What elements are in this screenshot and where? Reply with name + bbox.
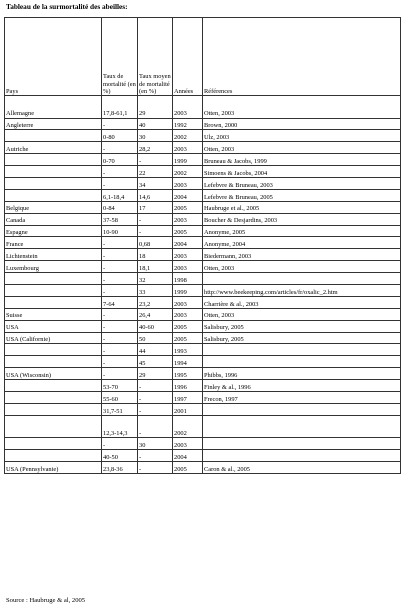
cell-taux: - xyxy=(102,438,138,450)
table-row xyxy=(5,189,401,201)
cell-annee: 2003 xyxy=(173,177,203,189)
cell-reference: http://www.beekeeping.com/articles/fr/oxalic_2.htm xyxy=(203,284,401,296)
header-taux-moyen: Taux moyen de mortalité (en %) xyxy=(138,18,173,96)
cell-taux: 17,8-61,1 xyxy=(102,96,138,119)
cell-taux-moyen: 0,68 xyxy=(138,237,173,249)
cell-reference: Finley & al., 1996 xyxy=(203,380,401,392)
cell-taux: 10-90 xyxy=(102,225,138,237)
table-row xyxy=(5,320,401,332)
cell-taux-moyen: - xyxy=(138,154,173,166)
cell-taux-moyen: 26,4 xyxy=(138,308,173,320)
cell-reference xyxy=(203,356,401,368)
cell-reference: Otten, 2003 xyxy=(203,308,401,320)
cell-pays: Angleterre xyxy=(5,118,102,130)
cell-pays: Belgique xyxy=(5,201,102,213)
header-references: Références xyxy=(203,18,401,96)
cell-taux-moyen: 30 xyxy=(138,438,173,450)
cell-taux-moyen: 28,2 xyxy=(138,142,173,154)
cell-taux-moyen: 14,6 xyxy=(138,189,173,201)
cell-annee: 1993 xyxy=(173,344,203,356)
table-row xyxy=(5,118,401,130)
cell-taux-moyen: - xyxy=(138,462,173,474)
cell-annee: 2003 xyxy=(173,142,203,154)
table-row xyxy=(5,462,401,474)
cell-taux: - xyxy=(102,118,138,130)
cell-reference: Biedermann, 2003 xyxy=(203,249,401,261)
cell-taux-moyen: - xyxy=(138,380,173,392)
cell-taux: - xyxy=(102,249,138,261)
cell-annee: 2004 xyxy=(173,237,203,249)
table-row xyxy=(5,308,401,320)
cell-taux-moyen: 18,1 xyxy=(138,261,173,273)
cell-pays xyxy=(5,380,102,392)
cell-reference: Lefebvre & Bruneau, 2003 xyxy=(203,177,401,189)
cell-taux-moyen: - xyxy=(138,450,173,462)
cell-annee: 2005 xyxy=(173,320,203,332)
cell-annee: 2003 xyxy=(173,438,203,450)
table-row xyxy=(5,177,401,189)
cell-reference: Anonyme, 2004 xyxy=(203,237,401,249)
table-header-row xyxy=(5,18,401,96)
cell-reference: Otten, 2003 xyxy=(203,261,401,273)
cell-annee: 2003 xyxy=(173,308,203,320)
cell-taux: - xyxy=(102,284,138,296)
mortality-table xyxy=(4,17,401,474)
cell-reference xyxy=(203,344,401,356)
table-row xyxy=(5,213,401,225)
cell-annee: 1996 xyxy=(173,380,203,392)
cell-taux: - xyxy=(102,166,138,178)
cell-taux: - xyxy=(102,308,138,320)
table-row xyxy=(5,296,401,308)
page-title: Tableau de la surmortalité des abeilles: xyxy=(6,2,128,11)
cell-taux-moyen: 17 xyxy=(138,201,173,213)
cell-reference xyxy=(203,450,401,462)
table-row xyxy=(5,332,401,344)
cell-reference: Caron & al., 2005 xyxy=(203,462,401,474)
cell-taux: 12,3-14,3 xyxy=(102,415,138,438)
cell-taux: - xyxy=(102,237,138,249)
cell-taux-moyen: 50 xyxy=(138,332,173,344)
cell-taux-moyen: 44 xyxy=(138,344,173,356)
table-row xyxy=(5,96,401,119)
cell-reference: Frecon, 1997 xyxy=(203,391,401,403)
cell-taux: 7-64 xyxy=(102,296,138,308)
cell-taux: 37-58 xyxy=(102,213,138,225)
cell-reference: Phibbs, 1996 xyxy=(203,368,401,380)
table-row xyxy=(5,225,401,237)
cell-taux: - xyxy=(102,261,138,273)
cell-annee: 2003 xyxy=(173,296,203,308)
cell-reference xyxy=(203,403,401,415)
cell-pays: Canada xyxy=(5,213,102,225)
table-row xyxy=(5,237,401,249)
table-row xyxy=(5,273,401,285)
cell-taux: - xyxy=(102,177,138,189)
cell-pays: USA (Wisconsin) xyxy=(5,368,102,380)
cell-pays xyxy=(5,415,102,438)
cell-reference: Ulz, 2003 xyxy=(203,130,401,142)
cell-pays: Suisse xyxy=(5,308,102,320)
header-annees: Années xyxy=(173,18,203,96)
table-row xyxy=(5,142,401,154)
cell-pays xyxy=(5,273,102,285)
cell-taux-moyen: - xyxy=(138,403,173,415)
cell-taux: 23,8-36 xyxy=(102,462,138,474)
cell-taux: - xyxy=(102,368,138,380)
table-row xyxy=(5,284,401,296)
cell-reference: Haubruge et al., 2005 xyxy=(203,201,401,213)
cell-taux: 0-84 xyxy=(102,201,138,213)
cell-annee: 2002 xyxy=(173,166,203,178)
cell-taux: 55-60 xyxy=(102,391,138,403)
cell-taux-moyen: 45 xyxy=(138,356,173,368)
table-row xyxy=(5,130,401,142)
cell-reference: Otten, 2003 xyxy=(203,142,401,154)
cell-taux-moyen: 34 xyxy=(138,177,173,189)
cell-taux: - xyxy=(102,142,138,154)
cell-taux: 40-50 xyxy=(102,450,138,462)
cell-annee: 2002 xyxy=(173,415,203,438)
cell-reference: Anonyme, 2005 xyxy=(203,225,401,237)
cell-annee: 2003 xyxy=(173,249,203,261)
cell-annee: 2003 xyxy=(173,213,203,225)
cell-taux: - xyxy=(102,320,138,332)
table-row xyxy=(5,403,401,415)
cell-annee: 1992 xyxy=(173,118,203,130)
cell-pays: USA (Californie) xyxy=(5,332,102,344)
cell-pays: Allemagne xyxy=(5,96,102,119)
cell-pays xyxy=(5,450,102,462)
cell-annee: 2005 xyxy=(173,332,203,344)
cell-pays: Luxembourg xyxy=(5,261,102,273)
cell-taux: - xyxy=(102,344,138,356)
cell-annee: 1995 xyxy=(173,368,203,380)
cell-pays: France xyxy=(5,237,102,249)
cell-pays xyxy=(5,154,102,166)
table-row xyxy=(5,261,401,273)
cell-annee: 2004 xyxy=(173,189,203,201)
cell-pays xyxy=(5,356,102,368)
cell-annee: 2005 xyxy=(173,201,203,213)
cell-taux: - xyxy=(102,273,138,285)
cell-reference: Lefebvre & Bruneau, 2005 xyxy=(203,189,401,201)
cell-taux-moyen: 33 xyxy=(138,284,173,296)
cell-taux: 31,7-51 xyxy=(102,403,138,415)
table-row xyxy=(5,415,401,438)
cell-taux-moyen: 32 xyxy=(138,273,173,285)
table-row xyxy=(5,391,401,403)
cell-annee: 1997 xyxy=(173,391,203,403)
cell-pays xyxy=(5,177,102,189)
cell-reference xyxy=(203,415,401,438)
table-body xyxy=(5,96,401,474)
table-row xyxy=(5,249,401,261)
cell-reference: Salisbury, 2005 xyxy=(203,332,401,344)
cell-taux: - xyxy=(102,356,138,368)
header-pays: Pays xyxy=(5,18,102,96)
cell-taux-moyen: - xyxy=(138,225,173,237)
cell-reference: Otten, 2003 xyxy=(203,96,401,119)
cell-pays xyxy=(5,344,102,356)
cell-pays xyxy=(5,284,102,296)
table-row xyxy=(5,368,401,380)
cell-taux: 6,1-18,4 xyxy=(102,189,138,201)
cell-taux-moyen: - xyxy=(138,415,173,438)
cell-pays: Lichtenstein xyxy=(5,249,102,261)
cell-annee: 2002 xyxy=(173,130,203,142)
cell-annee: 1994 xyxy=(173,356,203,368)
cell-pays xyxy=(5,296,102,308)
cell-reference: Simoens & Jacobs, 2004 xyxy=(203,166,401,178)
table-row xyxy=(5,380,401,392)
cell-pays xyxy=(5,391,102,403)
cell-taux-moyen: 29 xyxy=(138,368,173,380)
table-row xyxy=(5,201,401,213)
table-row xyxy=(5,450,401,462)
table-row xyxy=(5,438,401,450)
cell-taux-moyen: 40-60 xyxy=(138,320,173,332)
table-row xyxy=(5,154,401,166)
cell-taux: 0-70 xyxy=(102,154,138,166)
cell-pays: Espagne xyxy=(5,225,102,237)
source-note: Source : Haubruge & al, 2005 xyxy=(6,597,86,604)
cell-annee: 1999 xyxy=(173,284,203,296)
cell-annee: 2004 xyxy=(173,450,203,462)
cell-taux-moyen: 18 xyxy=(138,249,173,261)
cell-pays xyxy=(5,166,102,178)
header-taux: Taux de mortalité (en %) xyxy=(102,18,138,96)
cell-reference: Bruneau & Jacobs, 1999 xyxy=(203,154,401,166)
table-row xyxy=(5,166,401,178)
cell-annee: 2003 xyxy=(173,96,203,119)
cell-reference: Charrière & al., 2003 xyxy=(203,296,401,308)
cell-annee: 1999 xyxy=(173,154,203,166)
cell-pays: USA xyxy=(5,320,102,332)
cell-taux-moyen: 30 xyxy=(138,130,173,142)
cell-annee: 2001 xyxy=(173,403,203,415)
cell-annee: 1998 xyxy=(173,273,203,285)
table-row xyxy=(5,344,401,356)
cell-taux-moyen: 29 xyxy=(138,96,173,119)
cell-pays: USA (Pennsylvanie) xyxy=(5,462,102,474)
cell-reference: Salisbury, 2005 xyxy=(203,320,401,332)
cell-annee: 2005 xyxy=(173,225,203,237)
cell-taux-moyen: - xyxy=(138,213,173,225)
cell-taux-moyen: - xyxy=(138,391,173,403)
cell-annee: 2005 xyxy=(173,462,203,474)
cell-taux-moyen: 22 xyxy=(138,166,173,178)
cell-pays xyxy=(5,403,102,415)
cell-pays: Autriche xyxy=(5,142,102,154)
cell-reference: Brown, 2000 xyxy=(203,118,401,130)
cell-pays xyxy=(5,438,102,450)
cell-reference xyxy=(203,273,401,285)
cell-taux: 53-70 xyxy=(102,380,138,392)
cell-pays xyxy=(5,189,102,201)
cell-taux: 0-80 xyxy=(102,130,138,142)
table-row xyxy=(5,356,401,368)
cell-taux: - xyxy=(102,332,138,344)
cell-taux-moyen: 23,2 xyxy=(138,296,173,308)
cell-pays xyxy=(5,130,102,142)
cell-reference: Boucher & Desjardins, 2003 xyxy=(203,213,401,225)
cell-taux-moyen: 40 xyxy=(138,118,173,130)
cell-annee: 2003 xyxy=(173,261,203,273)
cell-reference xyxy=(203,438,401,450)
